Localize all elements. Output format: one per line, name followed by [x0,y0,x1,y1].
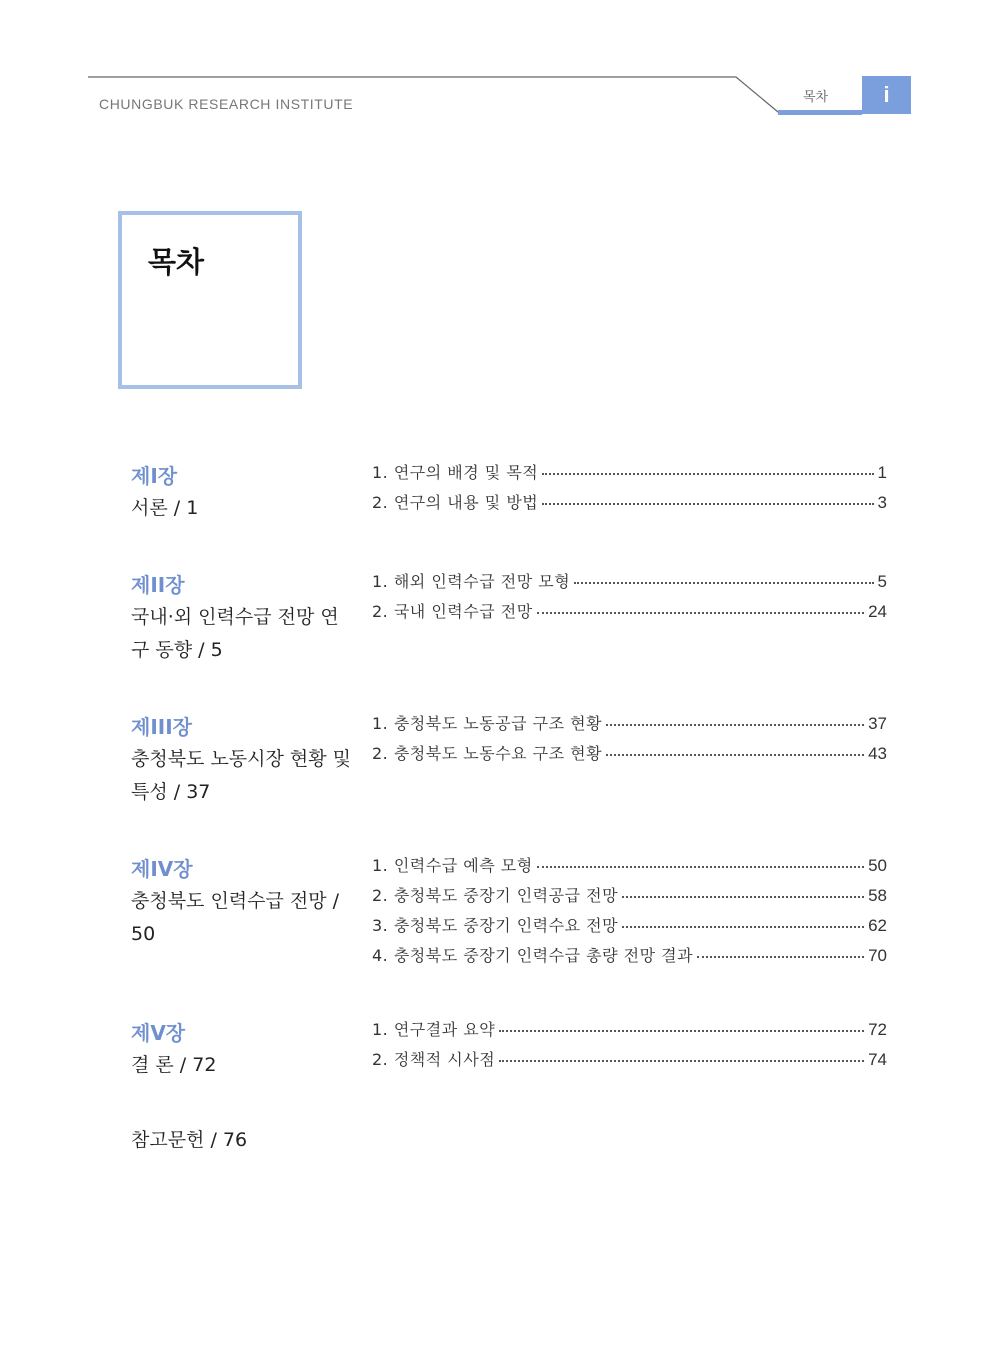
toc-entry[interactable] [372,1047,887,1069]
toc-entry[interactable] [372,943,887,965]
page-title: 목차 [148,245,205,279]
dot-leader [542,503,873,505]
toc-entry-title: 1. 충청북도 노동공급 구조 현황 [372,714,603,733]
toc-entry[interactable] [372,490,887,512]
toc-entry[interactable] [372,853,887,875]
toc-entry-page: 37 [868,714,887,733]
toc-entry-title: 2. 충청북도 중장기 인력공급 전망 [372,886,619,905]
toc-entry-title: 2. 충청북도 노동수요 구조 현황 [372,744,603,763]
chapter-name: 충청북도 노동시장 현황 및 특성 / 37 [131,748,352,803]
toc-entry-page: 3 [877,493,887,512]
toc-entry[interactable] [372,711,887,733]
section-label: 목차 [803,90,829,105]
toc-entry-title: 1. 연구의 배경 및 목적 [372,463,539,482]
toc-entry-title: 4. 충청북도 중장기 인력수급 총량 전망 결과 [372,946,694,965]
toc-entry-page: 74 [868,1050,887,1069]
dot-leader [499,1060,864,1062]
toc-entry-page: 70 [868,946,887,965]
toc-entry-page: 1 [877,463,887,482]
chapter-number: 제V장 [131,1021,186,1045]
toc-entry[interactable] [372,599,887,621]
toc-title-frame [118,211,302,389]
dot-leader [606,754,864,756]
toc-entry-page: 43 [868,744,887,763]
chapter-name: 충청북도 인력수급 전망 / 50 [131,890,340,945]
chapter-name: 결 론 / 72 [131,1054,217,1076]
toc-entry[interactable] [372,883,887,905]
chapter-name: 국내·외 인력수급 전망 연구 동향 / 5 [131,606,339,661]
dot-leader [697,956,864,958]
toc-entry-page: 58 [868,886,887,905]
dot-leader [499,1030,864,1032]
toc-entry-page: 72 [868,1020,887,1039]
chapter-name: 서론 / 1 [131,497,199,519]
chapter-number: 제IV장 [131,857,193,881]
toc-entry-title: 1. 연구결과 요약 [372,1020,496,1039]
toc-entry-title: 1. 인력수급 예측 모형 [372,856,533,875]
toc-entry-page: 62 [868,916,887,935]
institute-name: CHUNGBUK RESEARCH INSTITUTE [99,96,354,112]
dot-leader [606,724,864,726]
dot-leader [574,582,873,584]
toc-entry[interactable] [372,913,887,935]
toc-entry-title: 3. 충청북도 중장기 인력수요 전망 [372,916,619,935]
dot-leader [537,866,864,868]
dot-leader [537,612,864,614]
toc-entry[interactable] [372,1017,887,1039]
toc-entry-page: 5 [877,572,887,591]
toc-entry[interactable] [372,741,887,763]
toc-entry-page: 24 [868,602,887,621]
references-entry[interactable]: 참고문헌 / 76 [131,1129,248,1151]
dot-leader [622,926,864,928]
page-marker: i [862,76,911,114]
dot-leader [622,896,864,898]
chapter-number: 제II장 [131,573,185,597]
toc-entry-page: 50 [868,856,887,875]
header-rule [0,0,1000,140]
toc-entry-title: 2. 정책적 시사점 [372,1050,496,1069]
toc-entry-title: 2. 연구의 내용 및 방법 [372,493,539,512]
toc-entry[interactable] [372,569,887,591]
toc-entry[interactable] [372,460,887,482]
toc-entry-title: 2. 국내 인력수급 전망 [372,602,533,621]
toc-entry-title: 1. 해외 인력수급 전망 모형 [372,572,571,591]
chapter-number: 제I장 [131,464,178,488]
chapter-number: 제III장 [131,715,192,739]
dot-leader [542,473,873,475]
